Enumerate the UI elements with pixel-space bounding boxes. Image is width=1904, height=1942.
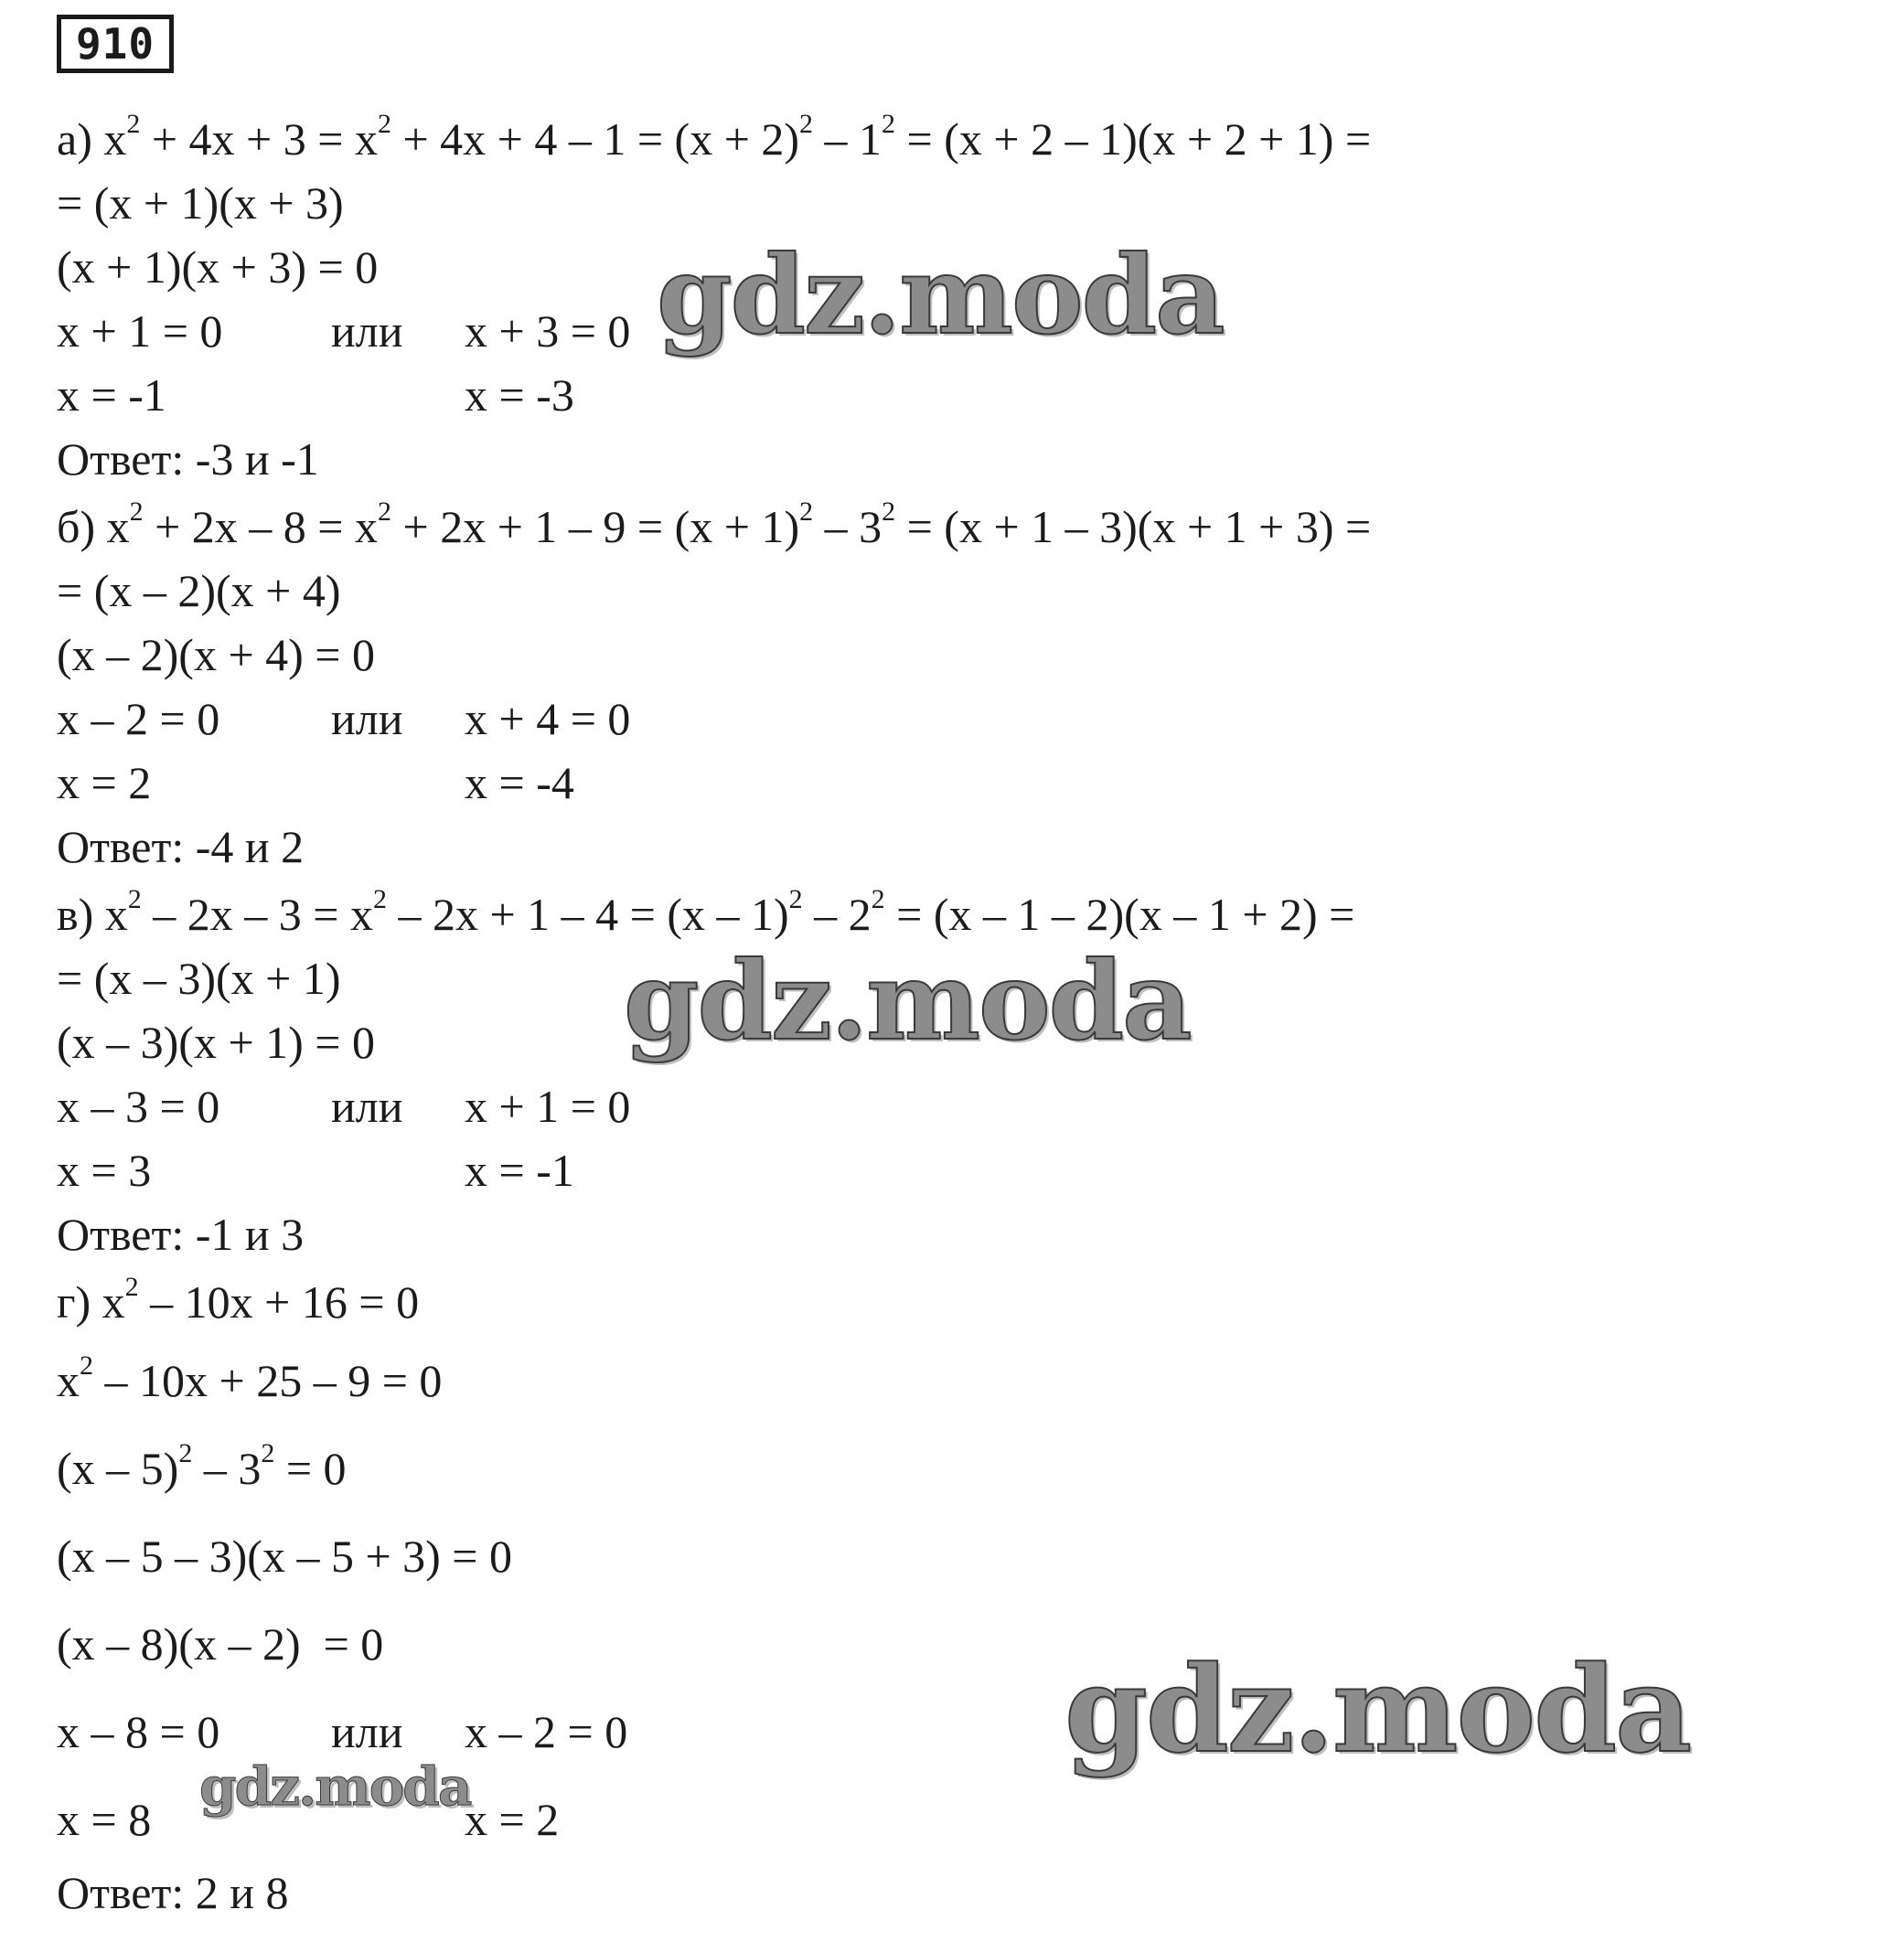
part-g-l3-end: = 0	[274, 1443, 347, 1494]
part-v-l1-mid3: – 2	[802, 889, 872, 940]
part-g-line-3	[57, 1438, 347, 1496]
part-g-l2-end: – 10x + 25 – 9 = 0	[93, 1355, 443, 1406]
part-v-line-2: = (x – 3)(x + 1)	[57, 953, 341, 1004]
watermark-logo: gdz.moda	[1064, 1639, 1691, 1779]
part-v-l1-mid1: – 2x – 3 = x	[141, 889, 373, 940]
watermark-logo: gdz.moda	[657, 231, 1224, 358]
part-a-answer: Ответ: -3 и -1	[57, 433, 319, 485]
part-v-eq-left: x – 3 = 0	[57, 1081, 220, 1132]
superscript: 2	[799, 496, 814, 528]
part-g-line-1	[57, 1272, 420, 1329]
part-v-l1-prefix: в) x	[57, 889, 128, 940]
part-a-or: или	[331, 305, 403, 357]
part-g-line-2	[57, 1350, 443, 1408]
part-b-sol-left: x = 2	[57, 757, 152, 808]
superscript: 2	[261, 1438, 275, 1469]
part-v-sol-left: x = 3	[57, 1145, 152, 1196]
part-g-sol-left: x = 8	[57, 1794, 152, 1845]
superscript: 2	[882, 496, 896, 528]
part-v-or: или	[331, 1081, 403, 1132]
part-b-eq-right: x + 4 = 0	[465, 693, 631, 744]
part-a-l1-mid3: – 1	[813, 113, 882, 165]
part-g-eq-right: x – 2 = 0	[465, 1706, 628, 1757]
part-g-l3-mid: – 3	[192, 1443, 262, 1494]
part-v-sol-right: x = -1	[465, 1145, 574, 1196]
superscript: 2	[871, 884, 885, 915]
part-b-line-2: = (x – 2)(x + 4)	[57, 565, 341, 616]
part-b-l1-mid2: + 2x + 1 – 9 = (x + 1)	[391, 501, 800, 552]
part-b-eq-left: x – 2 = 0	[57, 693, 220, 744]
superscript: 2	[127, 884, 142, 915]
part-g-line-5: (x – 8)(x – 2) = 0	[57, 1618, 384, 1670]
superscript: 2	[80, 1350, 93, 1382]
part-b-l1-mid1: + 2x – 8 = x	[143, 501, 378, 552]
part-a-l1-prefix: а) x	[57, 113, 127, 165]
superscript: 2	[129, 496, 144, 528]
watermark-logo-small: gdz.moda	[199, 1755, 471, 1818]
part-v-l1-end: = (x – 1 – 2)(x – 1 + 2) =	[884, 889, 1355, 940]
superscript: 2	[377, 109, 391, 140]
part-g-answer: Ответ: 2 и 8	[57, 1867, 289, 1918]
part-a-line-2: = (x + 1)(x + 3)	[57, 177, 344, 229]
part-g-l1-end: – 10x + 16 = 0	[138, 1276, 420, 1328]
superscript: 2	[178, 1438, 193, 1469]
part-v-line-1	[57, 884, 1355, 942]
part-a-line-3: (x + 1)(x + 3) = 0	[57, 241, 379, 293]
part-b-line-3: (x – 2)(x + 4) = 0	[57, 629, 375, 680]
superscript: 2	[788, 884, 803, 915]
part-g-or: или	[331, 1706, 403, 1757]
problem-number-box: 910	[57, 15, 174, 73]
part-v-eq-right: x + 1 = 0	[465, 1081, 631, 1132]
part-b-sol-right: x = -4	[465, 757, 574, 808]
part-v-l1-mid2: – 2x + 1 – 4 = (x – 1)	[386, 889, 789, 940]
part-a-l1-end: = (x + 2 – 1)(x + 2 + 1) =	[895, 113, 1372, 165]
part-b-l1-prefix: б) x	[57, 501, 130, 552]
part-a-eq-right: x + 3 = 0	[465, 305, 631, 357]
superscript: 2	[882, 109, 896, 140]
part-a-eq-left: x + 1 = 0	[57, 305, 223, 357]
part-a-sol-right: x = -3	[465, 369, 574, 421]
part-g-sol-right: x = 2	[465, 1794, 560, 1845]
superscript: 2	[799, 109, 814, 140]
part-a-sol-left: x = -1	[57, 369, 166, 421]
part-v-answer: Ответ: -1 и 3	[57, 1209, 305, 1260]
part-b-l1-end: = (x + 1 – 3)(x + 1 + 3) =	[895, 501, 1372, 552]
superscript: 2	[372, 884, 387, 915]
part-a-l1-mid2: + 4x + 4 – 1 = (x + 2)	[390, 113, 800, 165]
part-b-answer: Ответ: -4 и 2	[57, 821, 305, 872]
part-g-eq-left: x – 8 = 0	[57, 1706, 220, 1757]
part-b-or: или	[331, 693, 403, 744]
part-a-l1-mid1: + 4x + 3 = x	[140, 113, 378, 165]
superscript: 2	[124, 1272, 139, 1303]
superscript: 2	[126, 109, 141, 140]
watermark-logo: gdz.moda	[624, 937, 1191, 1064]
part-g-line-4: (x – 5 – 3)(x – 5 + 3) = 0	[57, 1531, 512, 1582]
superscript: 2	[378, 496, 391, 528]
part-g-l2-prefix: x	[57, 1355, 80, 1406]
part-g-l1-prefix: г) x	[57, 1276, 125, 1328]
part-b-line-1	[57, 496, 1372, 554]
part-v-line-3: (x – 3)(x + 1) = 0	[57, 1017, 375, 1068]
part-g-l3-prefix: (x – 5)	[57, 1443, 179, 1494]
part-b-l1-mid3: – 3	[813, 501, 882, 552]
part-a-line-1	[57, 109, 1372, 166]
